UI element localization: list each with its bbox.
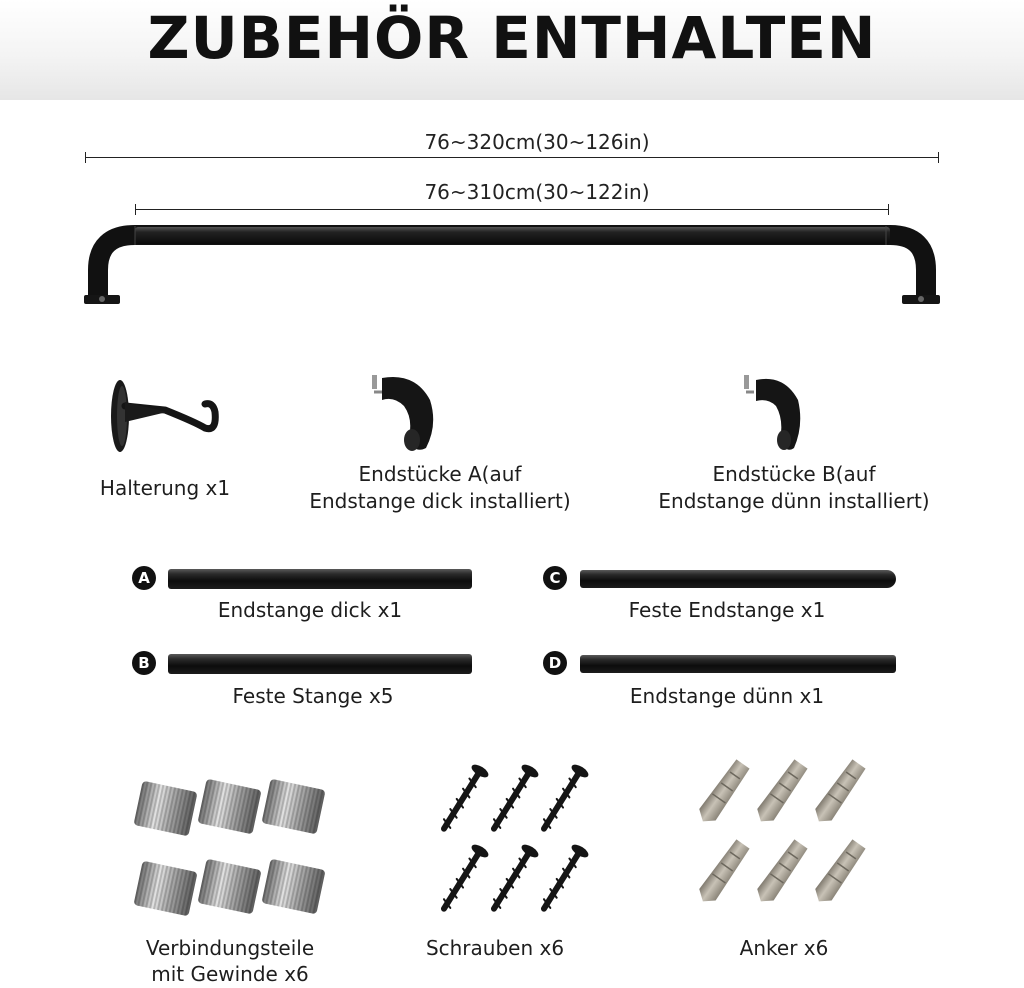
end-cap-b-label-line1: Endstücke B(auf [712,462,876,486]
rod-a-image [168,569,472,589]
rod-b-image [168,654,472,674]
end-cap-b-label-line2: Endstange dünn installiert) [658,489,930,513]
header-banner [0,0,1024,100]
end-cap-a-label-line1: Endstücke A(auf [358,462,522,486]
rod-c-badge: C [543,566,567,590]
screws-label: Schrauben x6 [425,936,565,960]
end-cap-a-label-line2: Endstange dick installiert) [309,489,571,513]
rod-a-label: Endstange dick x1 [217,598,403,622]
end-cap-b-icon [742,370,812,455]
inner-dimension-label: 76~310cm(30~122in) [424,180,650,204]
anchors-image [705,762,890,924]
rod-a-badge: A [132,566,156,590]
page-title: ZUBEHÖR ENTHALTEN [147,4,877,72]
rod-c-label: Feste Endstange x1 [628,598,826,622]
connectors-label-line2: mit Gewinde x6 [151,962,309,986]
rod-d-label: Endstange dünn x1 [629,684,825,708]
screws-image [440,765,600,925]
rod-b-badge: B [132,651,156,675]
bracket-label: Halterung x1 [99,476,231,500]
rod-c-image [580,570,896,588]
threaded-connectors-image [135,780,330,920]
inner-dimension-line [135,209,889,210]
assembled-curtain-rod-image [80,225,944,310]
rod-d-badge: D [543,651,567,675]
outer-dimension-label: 76~320cm(30~126in) [424,130,650,154]
connectors-label-line1: Verbindungsteile [145,936,315,960]
rod-b-label: Feste Stange x5 [232,684,394,708]
end-cap-a-icon [370,370,440,455]
rod-d-image [580,655,896,673]
outer-dimension-line [85,157,939,158]
bracket-icon [105,378,225,453]
anchors-label: Anker x6 [739,936,829,960]
